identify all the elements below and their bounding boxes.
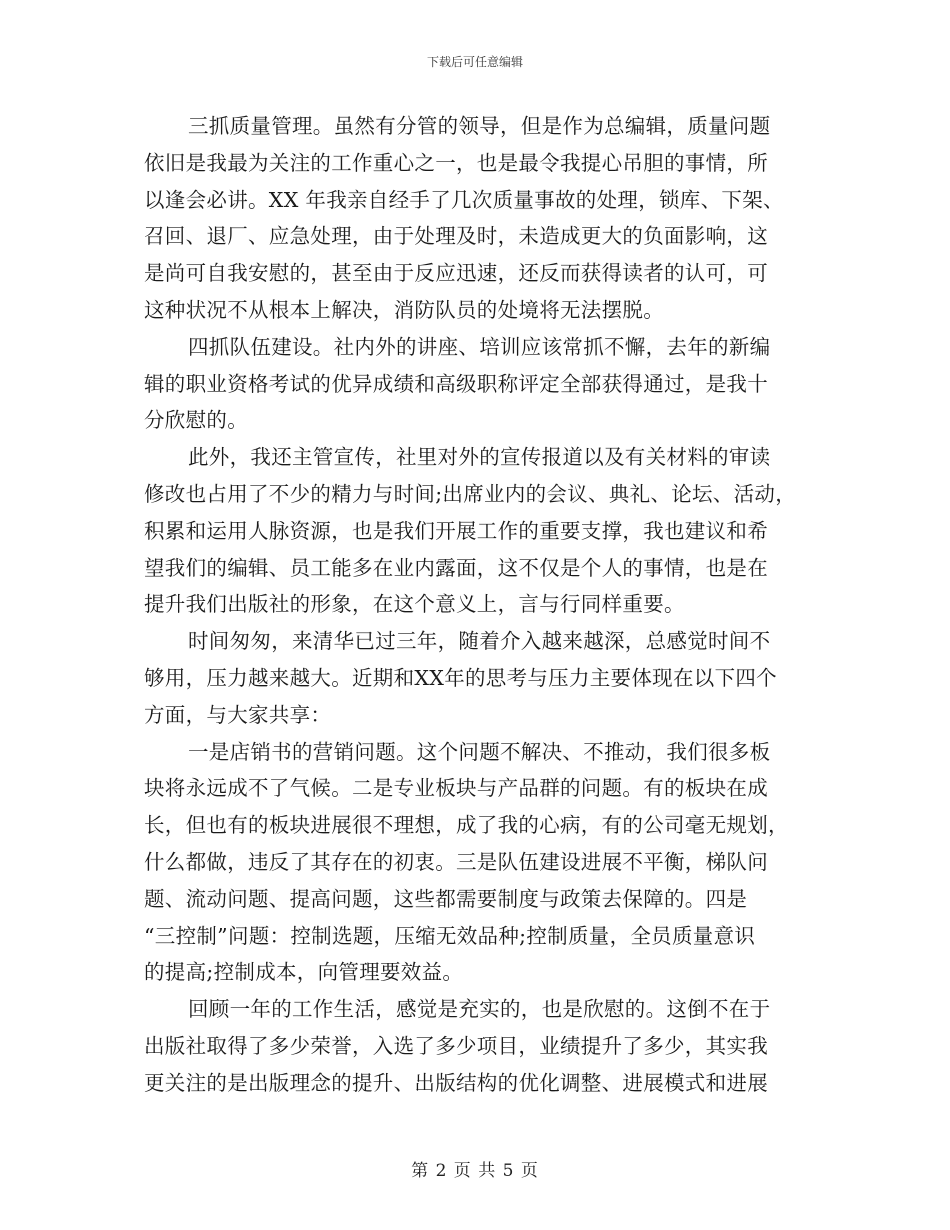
text-line: 回顾一年的工作生活，感觉是充实的，也是欣慰的。这倒不在于 — [188, 997, 771, 1022]
text-line: 望我们的编辑、员工能多在业内露面，这不仅是个人的事情，也是在 — [144, 555, 768, 580]
text-line: 三抓质量管理。虽然有分管的领导，但是作为总编辑，质量问题 — [188, 114, 771, 138]
text-line: 这种状况不从根本上解决，消防队员的处境将无法摆脱。 — [144, 297, 664, 322]
text-line: 召回、退厂、应急处理，由于处理及时，未造成更大的负面影响，这 — [144, 224, 768, 249]
text-line: 依旧是我最为关注的工作重心之一，也是最令我提心吊胆的事情，所 — [144, 150, 768, 175]
text-line: 够用，压力越来越大。近期和XX年的思考与压力主要体现在以下四个 — [144, 665, 777, 690]
text-line: 时间匆匆，来清华已过三年，随着介入越来越深，总感觉时间不 — [188, 629, 771, 654]
text-line: 的提高;控制成本，向管理要效益。 — [144, 960, 464, 985]
text-line: 修改也占用了不少的精力与时间;出席业内的会议、典礼、论坛、活动， — [144, 481, 797, 506]
text-line: 是尚可自我安慰的，甚至由于反应迅速，还反而获得读者的认可，可 — [144, 261, 768, 286]
page-header-note: 下载后可任意编辑 — [426, 55, 523, 69]
text-line: 块将永远成不了气候。二是专业板块与产品群的问题。有的板块在成 — [144, 776, 768, 801]
text-line: 什么都做，违反了其存在的初衷。三是队伍建设进展不平衡，梯队问 — [144, 849, 768, 874]
text-line: 题、流动问题、提高问题，这些都需要制度与政策去保障的。四是 — [144, 886, 748, 911]
text-line: 长，但也有的板块进展很不理想，成了我的心病，有的公司毫无规划， — [144, 813, 789, 838]
text-line: 更关注的是出版理念的提升、出版结构的优化调整、进展模式和进展 — [144, 1070, 768, 1095]
text-line: 提升我们出版社的形象，在这个意义上，言与行同样重要。 — [144, 592, 685, 617]
text-line: 以逢会必讲。XX 年我亲自经手了几次质量事故的处理，锁库、下架、 — [144, 187, 784, 212]
text-line: “三控制”问题：控制选题，压缩无效品种;控制质量，全员质量意识 — [144, 923, 756, 948]
text-line: 辑的职业资格考试的优异成绩和高级职称评定全部获得通过，是我十 — [144, 371, 768, 396]
text-line: 四抓队伍建设。社内外的讲座、培训应该常抓不懈，去年的新编 — [188, 334, 771, 359]
text-line: 积累和运用人脉资源，也是我们开展工作的重要支撑，我也建议和希 — [144, 518, 768, 543]
text-line: 一是店销书的营销问题。这个问题不解决、不推动，我们很多板 — [188, 739, 771, 764]
text-line: 分欣慰的。 — [144, 408, 248, 433]
document-body — [144, 108, 810, 1102]
text-line: 此外，我还主管宣传，社里对外的宣传报道以及有关材料的审读 — [188, 445, 771, 470]
page-number-footer: 第 2 页 共 5 页 — [411, 1161, 539, 1181]
text-line: 方面，与大家共享： — [144, 702, 332, 727]
text-line: 出版社取得了多少荣誉，入选了多少项目，业绩提升了多少，其实我 — [144, 1033, 768, 1058]
